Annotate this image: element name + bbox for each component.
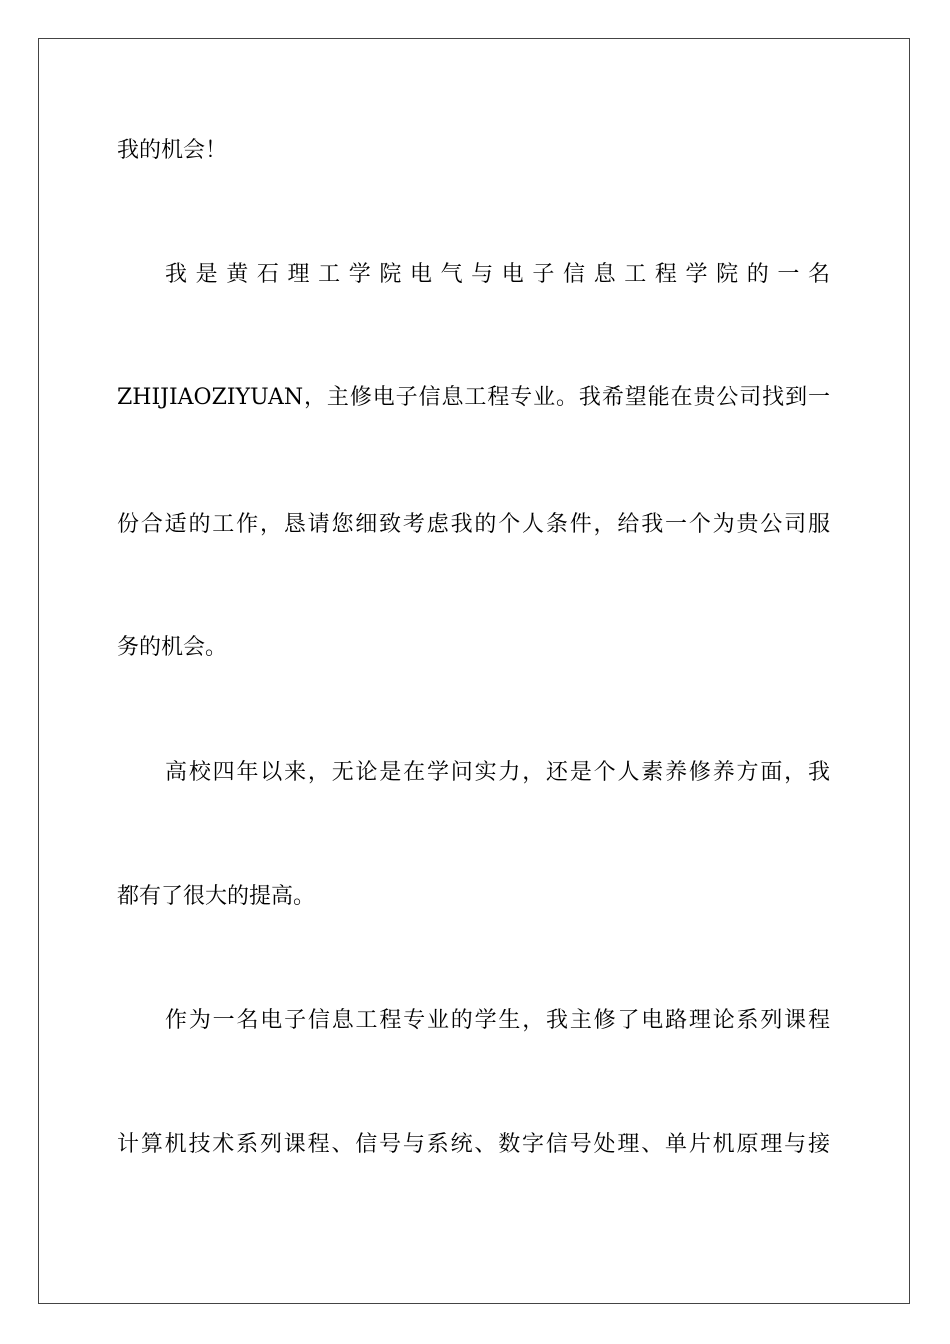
- text-line-5: 务的机会。: [117, 635, 228, 660]
- text-line-6: 高校四年以来，无论是在学问实力，还是个人素养修养方面，我: [165, 760, 830, 785]
- page-frame: [38, 38, 910, 1304]
- text-line-1: 我的机会！: [117, 138, 228, 163]
- text-line-3: ZHIJIAOZIYUAN，主修电子信息工程专业。我希望能在贵公司找到一: [117, 385, 830, 410]
- text-line-7: 都有了很大的提高。: [117, 884, 316, 909]
- text-line-4: 份合适的工作，恳请您细致考虑我的个人条件，给我一个为贵公司服: [117, 512, 830, 537]
- text-line-8: 作为一名电子信息工程专业的学生，我主修了电路理论系列课程: [165, 1008, 830, 1033]
- text-line-9: 计算机技术系列课程、信号与系统、数字信号处理、单片机原理与接: [117, 1132, 830, 1157]
- text-line-2: 我是黄石理工学院电气与电子信息工程学院的一名: [165, 262, 830, 287]
